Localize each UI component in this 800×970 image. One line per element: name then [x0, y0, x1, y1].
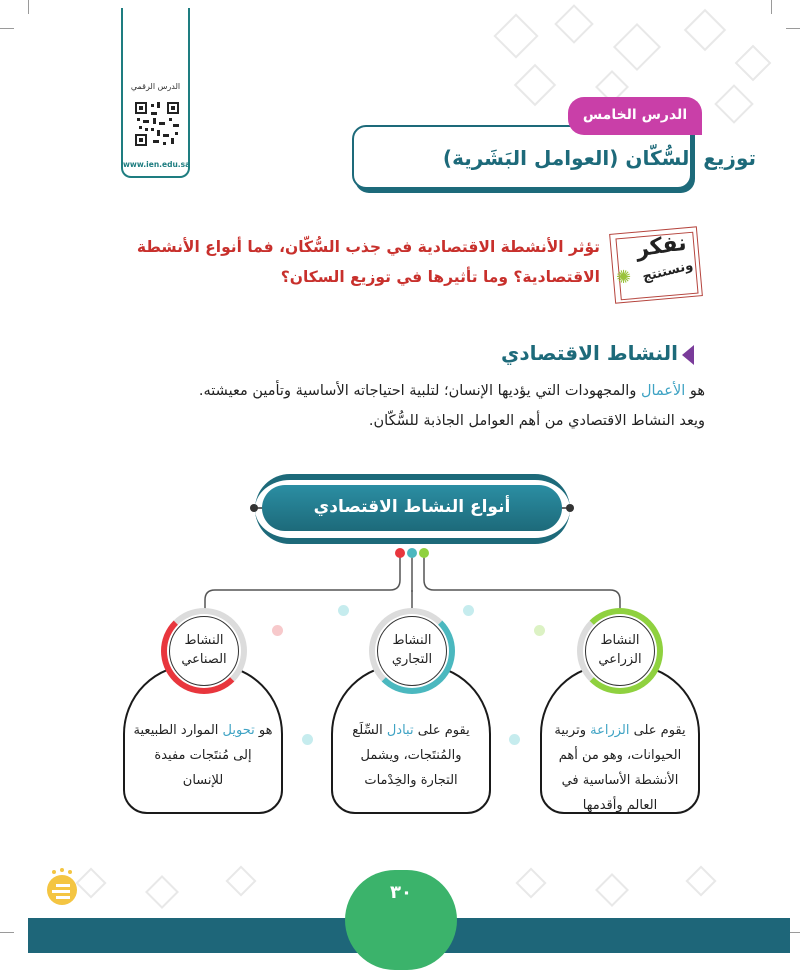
section-title: النشاط الاقتصادي — [501, 341, 678, 365]
circle-industrial — [161, 608, 247, 694]
connector-dot-teal — [407, 548, 417, 558]
digital-lesson-label: الدرس الرقمي — [130, 82, 181, 91]
card-text-pre: يقوم على — [629, 723, 686, 738]
card-text-highlight: تبادل — [386, 723, 414, 738]
card-text-highlight: تحويل — [222, 723, 255, 738]
infer-label: ونستنتج — [640, 257, 695, 286]
decor-dot — [534, 625, 545, 636]
decor-dot — [463, 605, 474, 616]
definition-line-2: ويعد النشاط الاقتصادي من أهم العوامل الجاذبة للسُّكّان. — [368, 413, 705, 429]
card-industrial-text — [133, 718, 273, 793]
page-number-badge — [345, 870, 457, 970]
title-agricultural — [585, 616, 655, 686]
lesson-number-badge: الدرس الخامس — [568, 97, 702, 135]
title-line: التجاري — [391, 652, 433, 667]
title-line: النشاط — [600, 633, 640, 648]
page-number: ٣٠ — [390, 882, 412, 903]
decor-dot — [302, 734, 313, 745]
card-text-post: وتربية الحيوانات، وهو من أهم الأنشطة الأساسية في العالم وأقدمها — [554, 723, 682, 813]
connector-dot-red — [395, 548, 405, 558]
card-text-pre: يقوم على — [413, 723, 470, 738]
connector-dot-green — [419, 548, 429, 558]
para-start: هو — [685, 383, 705, 399]
question-line-2: الاقتصادية؟ وما تأثيرها في توزيع السكان؟ — [280, 268, 600, 286]
website-url[interactable]: www.ien.edu.sa — [123, 160, 191, 169]
diagram-title: أنواع النشاط الاقتصادي — [262, 485, 562, 531]
title-line: النشاط — [184, 633, 224, 648]
para-highlight: الأعمال — [640, 383, 686, 399]
card-agricultural-text — [550, 718, 690, 818]
title-line: الزراعي — [598, 652, 642, 667]
card-commercial-text — [341, 718, 481, 793]
title-commercial — [377, 616, 447, 686]
title-industrial — [169, 616, 239, 686]
circle-agricultural — [577, 608, 663, 694]
circle-commercial — [369, 608, 455, 694]
decor-dot — [338, 605, 349, 616]
publisher-logo-icon — [42, 866, 82, 910]
card-text-post: الموارد الطبيعية إلى مُنتَجات مفيدة للإنسان — [133, 723, 252, 788]
para-rest: والمجهودات التي يؤديها الإنسان؛ لتلبية احتياجاته الأساسية وتأمين معيشته. — [198, 383, 641, 399]
question-line-1: تؤثر الأنشطة الاقتصادية في جذب السُّكّان، فما أنواع الأنشطة — [136, 238, 600, 256]
decor-dot — [509, 734, 520, 745]
card-text-pre: هو — [254, 723, 273, 738]
title-line: الصناعي — [181, 652, 227, 667]
lesson-title: توزيع السُّكّان (العوامل البَشَرية) — [442, 146, 756, 170]
decor-dot — [272, 625, 283, 636]
title-line: النشاط — [392, 633, 432, 648]
think-label: نفكر — [634, 230, 689, 263]
lightbulb-icon: ✺ — [616, 267, 632, 288]
card-text-post: السِّلَع والمُنتَجات، ويشمل التجارة والخِدْمات — [352, 723, 462, 788]
card-text-highlight: الزراعة — [590, 723, 630, 738]
